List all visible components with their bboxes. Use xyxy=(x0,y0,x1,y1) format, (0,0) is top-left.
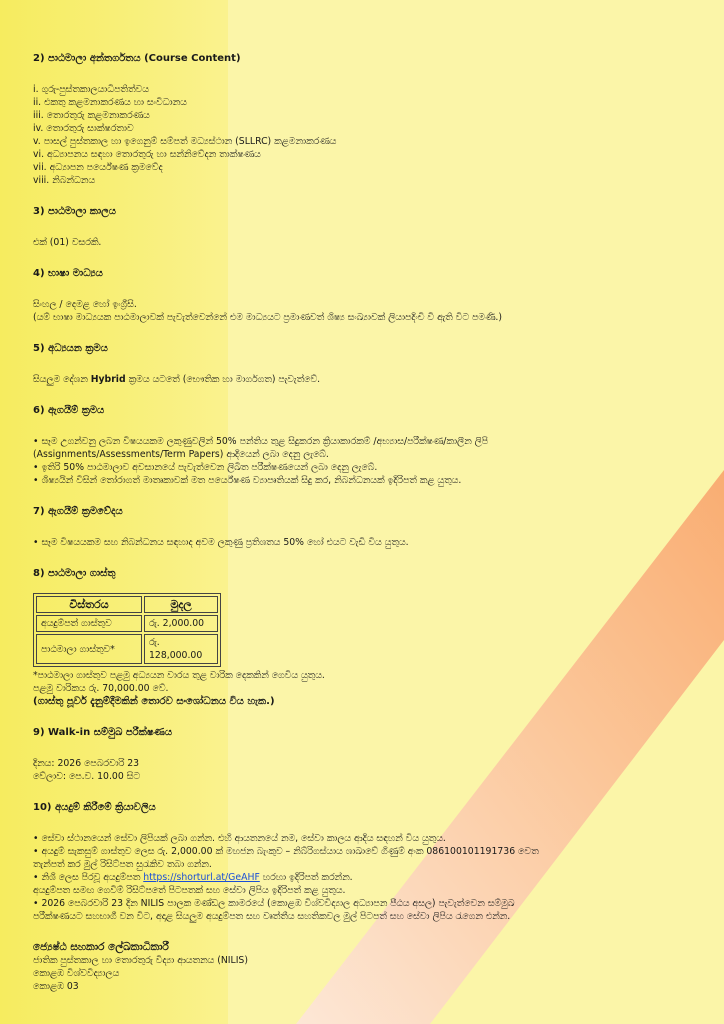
assessment-bullet-1-cont: (Assignments/Assessments/Term Papers) ආදියෙන් ලබා දෙනු ලැබේ. xyxy=(33,449,329,460)
procedure-bullet-3 xyxy=(33,871,693,884)
study-method-pre: සියලුම දේශන xyxy=(33,374,91,385)
study-method-hybrid: Hybrid xyxy=(90,374,126,385)
signature-line-2: කොළඹ විශ්වවිද්‍යාලය xyxy=(33,968,120,979)
duration-heading: 3) පාඨමාලා කාලය xyxy=(33,206,116,217)
walkin-time: වේලාව: පෙ.ව. 10.00 සිට xyxy=(33,771,141,782)
fees-col-description: විස්තරය xyxy=(36,596,142,613)
medium-line-1: සිංහල / දෙමළ හෝ ඉංග්‍රීසි. xyxy=(33,299,137,310)
fee-desc: අයදුම්පත් ගාස්තුව xyxy=(36,615,142,632)
application-link[interactable]: https://shorturl.at/GeAHF xyxy=(143,872,260,883)
assessment-criteria-heading: 7) ඇගයීම් ක්‍රමවේදය xyxy=(33,506,123,517)
study-method-text xyxy=(33,373,693,386)
procedure-bullet-3-cont: අයදුම්පත සමඟ ගෙවීම් රිසිට්පතේ පිටපතක් සහ සේවා ලිපිය ඉදිරිපත් කළ යුතුය. xyxy=(33,885,346,896)
list-item: iii. තොරතුරු කළමනාකරණය xyxy=(33,110,150,121)
study-method-heading: 5) අධ්‍යයන ක්‍රමය xyxy=(33,343,108,354)
procedure-bullet-2-cont: තැන්පත් කර මුල් රිසිට්පත සුරැකිව තබා ගන්න. xyxy=(33,859,212,870)
procedure-bullet-2: • අයදුම් සැකසුම් ගාස්තුව ලෙස රු. 2,000.00 ක් මහජන බැංකුව – නිබ්රිගස්යාය ශාඛාවේ ගිණුම් අංක 086100101191736 වෙත xyxy=(33,846,539,857)
list-item: ii. එකතු කළමනාකරණය හා සංවිධානය xyxy=(33,97,187,108)
assessment-heading: 6) ඇගයීම් ක්‍රමය xyxy=(33,405,105,416)
fees-note-1: *පාඨමාලා ගාස්තුව පළමු අධ්‍යයන වාරය තුළ වාරික දෙකකින් ගෙවිය යුතුය. xyxy=(33,670,325,681)
table-row xyxy=(36,634,218,664)
fees-col-amount: මුදල xyxy=(144,596,218,613)
medium-heading: 4) භාෂා මාධ්‍යය xyxy=(33,268,103,279)
procedure-bullet-1: • සේවා ස්ථානයෙන් සේවා ලිපියක් ලබා ගන්න. එහි ආයතනයේ නම, සේවා කාලය ආදිය සඳහන් විය යුතුය. xyxy=(33,833,446,844)
assessment-criteria-bullet: • සෑම විෂයයකම සහ නිබන්ධනය සඳහාද අවම ලකුණු ප්‍රතිශතය 50% හෝ එයට වැඩි විය යුතුය. xyxy=(33,537,409,548)
medium-line-2: (යම් භාෂා මාධ්‍යයක පාඨමාලාවක් පැවැත්වෙන්නේ එම මාධ්‍යයට ප්‍රමාණවත් ශිෂ්‍ය සංඛ්‍යාවක් ලියාපදිංචි වී ඇති විට පමණි.) xyxy=(33,312,502,323)
procedure-bullet-4-cont: පරීක්ෂණයට සහභාගී වන විට, අදාළ සියලුම අයදුම්පත සහ වෘත්තීය සහතිකවල මුල් පිටපත් සහ සේවා ලිපිය රැගෙන එන්න. xyxy=(33,911,511,922)
study-method-post: ක්‍රමය යටතේ (භෞතික හා මාර්ගගත) පැවැත්වේ. xyxy=(125,374,321,385)
list-item: v. පාසල් පුස්තකාල හා ඉගෙනුම් සම්පත් මධ්‍යස්ථාන (SLLRC) කළමනාකරණය xyxy=(33,136,337,147)
course-content-list xyxy=(33,83,693,187)
assessment-bullet-2: • ඉතිරි 50% පාඨමාලාව අවසානයේ පැවැත්වෙන ලිඛිත පරීක්ෂණයෙන් ලබා දෙනු ලැබේ. xyxy=(33,462,378,473)
procedure-bullet-3-post: හරහා ඉදිරිපත් කරන්න. xyxy=(259,872,353,883)
procedure-bullet-4: • 2026 පෙබරවාරි 23 දින NILIS පාලක මණ්ඩල කාමරයේ (කොළඹ විශ්වවිද්‍යාල අධ්‍යාපන පීඨය අසල) පැවැත්වෙන සම්මුඛ xyxy=(33,898,515,909)
duration-text: එක් (01) වසරකි. xyxy=(33,237,102,248)
fees-table xyxy=(33,593,221,667)
list-item: i. ගුරු-පුස්තකාලයාධිපතිත්වය xyxy=(33,84,149,95)
assessment-bullet-3: • ශිෂ්‍යයින් විසින් තෝරාගත් මාතෘකාවක් මත පර්යේෂණ ව්‍යාපෘතියක් සිදු කර, නිබන්ධනයක් ඉදිරිපත් කළ යුතුය. xyxy=(33,475,462,486)
list-item: viii. නිබන්ධනය xyxy=(33,175,96,186)
fee-amount: රු. 128,000.00 xyxy=(144,634,218,664)
signature-line-3: කොළඹ 03 xyxy=(33,981,79,992)
list-item: iv. තොරතුරු සාක්ෂරතාව xyxy=(33,123,134,134)
course-content-heading: 2) පාඨමාලා අන්තර්ගතය (Course Content) xyxy=(33,53,241,64)
walkin-date: දිනය: 2026 පෙබරවාරි 23 xyxy=(33,758,140,769)
fees-note-3: (ගාස්තු පූර්ව දැනුම්දීමකින් තොරව සංශෝධනය විය හැක.) xyxy=(33,696,275,707)
fee-desc: පාඨමාලා ගාස්තුව* xyxy=(36,634,142,664)
procedure-bullet-3-pre: • නිශි ලෙස පිරවූ අයදුම්පත xyxy=(33,872,144,883)
walkin-heading: 9) Walk-in සම්මුඛ පරීක්ෂණය xyxy=(33,727,173,738)
assessment-bullet-1: • සෑම උගන්වනු ලබන විෂයයකම ලකුණුවලින් 50% පන්තිය තුළ සිදුකරන ක්‍රියාකාරකම් /අභ්‍යාස/පරීක්ෂණ/කාලීන ලිපි xyxy=(33,436,489,447)
procedure-heading: 10) අයදුම් කිරීමේ ක්‍රියාවලිය xyxy=(33,802,156,813)
signature-title: ජ්‍යෙෂ්ඨ සහකාර ලේඛකාධිකාරී xyxy=(33,941,169,953)
table-row xyxy=(36,615,218,632)
fee-amount: රු. 2,000.00 xyxy=(144,615,218,632)
list-item: vi. අධ්‍යාපනය සඳහා තොරතුරු හා සන්නිවේදන තාක්ෂණය xyxy=(33,149,261,160)
signature-line-1: ජාතික පුස්තකාල හා තොරතුරු විද්‍යා ආයතනය (NILIS) xyxy=(33,955,248,966)
table-header-row xyxy=(36,596,218,613)
fees-heading: 8) පාඨමාලා ගාස්තු xyxy=(33,568,116,579)
list-item: vii. අධ්‍යාපන පර්යේෂණ ක්‍රමවේද xyxy=(33,162,163,173)
document-body xyxy=(33,52,693,993)
fees-note-2: පළමු වාරිකය රු. 70,000.00 වේ. xyxy=(33,683,169,694)
